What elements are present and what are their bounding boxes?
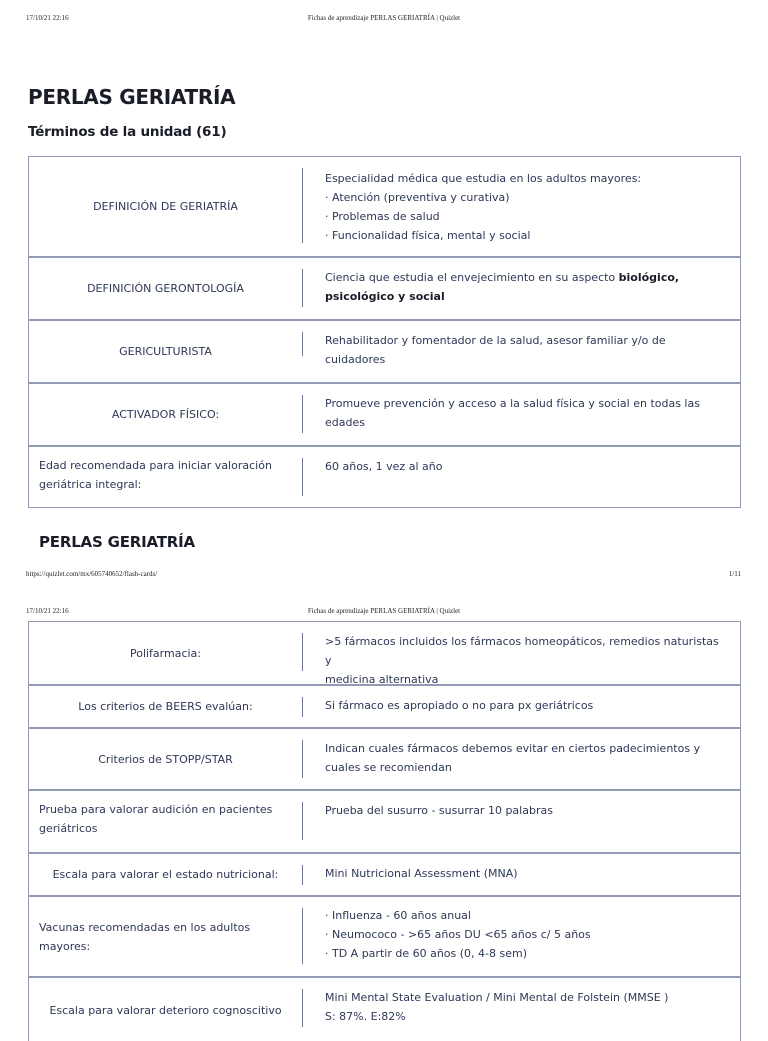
flashcard-row[interactable]: [29, 321, 740, 384]
set-title-bottom: PERLAS GERIATRÍA: [39, 533, 195, 551]
definition-line: Promueve prevención y acceso a la salud física y social en todas las: [325, 397, 700, 410]
definition-line: · Neumococo - >65 años DU <65 años c/ 5 años: [325, 928, 591, 941]
divider: [302, 458, 303, 496]
definition-line: cuidadores: [325, 353, 386, 366]
print-page-title: Fichas de aprendizaje PERLAS GERIATRÍA | Quizlet: [307, 607, 461, 615]
definition-line: · Funcionalidad física, mental y social: [325, 229, 531, 242]
card-definition: [325, 696, 728, 715]
card-definition: [325, 906, 728, 963]
divider: [302, 269, 303, 307]
set-title: PERLAS GERIATRÍA: [28, 85, 236, 109]
term-line: mayores:: [39, 939, 91, 953]
print-url: https://quizlet.com/mx/605740652/flash-cards/: [26, 570, 158, 578]
term-line: Prueba para valorar audición en pacientes: [39, 803, 273, 816]
definition-line: Prueba del susurro - susurrar 10 palabras: [325, 804, 553, 817]
definition-line: medicina alternativa: [325, 673, 439, 686]
definition-line: edades: [325, 416, 365, 429]
definition-line: · Problemas de salud: [325, 210, 440, 223]
divider: [302, 697, 303, 717]
print-datetime: 17/10/21 22:16: [26, 14, 69, 22]
definition-line: S: 87%. E:82%: [325, 1010, 406, 1023]
flashcard-row[interactable]: [29, 384, 740, 447]
flashcard-row[interactable]: [29, 978, 740, 1038]
flashcard-row[interactable]: [29, 686, 740, 729]
divider: [302, 740, 303, 778]
definition-line: Rehabilitador y fomentador de la salud, asesor familiar y/o de: [325, 334, 666, 347]
definition-line: cuales se recomiendan: [325, 761, 452, 774]
card-term: DEFINICIÓN GERONTOLOGÍA: [87, 282, 244, 295]
flashcard-row[interactable]: [29, 897, 740, 978]
card-term: [29, 447, 302, 509]
card-term: DEFINICIÓN DE GERIATRÍA: [93, 200, 238, 213]
term-line: geriátrica integral:: [39, 478, 142, 491]
card-term: GERICULTURISTA: [119, 345, 212, 358]
card-definition: [325, 331, 728, 369]
divider: [302, 633, 303, 671]
card-definition: [325, 864, 728, 883]
card-term: [29, 791, 302, 852]
definition-line: Mini Mental State Evaluation / Mini Mental de Folstein (MMSE ): [325, 991, 669, 1004]
card-definition: [325, 988, 728, 1026]
term-line: Edad recomendada para iniciar valoración: [39, 459, 272, 472]
flashcard-row[interactable]: [29, 157, 740, 258]
term-line: geriátricos: [39, 822, 98, 835]
card-term: ACTIVADOR FÍSICO:: [111, 408, 220, 421]
definition-line: Mini Nutricional Assessment (MNA): [325, 867, 518, 880]
flashcard-list-page-1: [28, 156, 741, 508]
flashcard-row[interactable]: [29, 854, 740, 897]
definition-line: · Atención (preventiva y curativa): [325, 191, 510, 204]
definition-line: · TD A partir de 60 años (0, 4-8 sem): [325, 947, 527, 960]
term-line: Vacunas recomendadas en los adultos: [39, 920, 251, 934]
card-term: Escala para valorar deterioro cognoscitivo: [49, 1004, 282, 1017]
divider: [302, 332, 303, 356]
card-definition: [325, 169, 728, 245]
card-term: Los criterios de BEERS evalúan:: [78, 700, 253, 713]
card-term: Polifarmacia:: [129, 646, 202, 660]
definition-line: Si fármaco es apropiado o no para px geriátricos: [325, 699, 594, 712]
flashcard-row[interactable]: [29, 729, 740, 791]
definition-line: >5 fármacos incluidos los fármacos homeopáticos, remedios naturistas y: [325, 635, 719, 667]
flashcard-list-page-2: [28, 621, 741, 1041]
flashcard-row[interactable]: [29, 622, 740, 686]
divider: [302, 865, 303, 885]
divider: [302, 395, 303, 433]
card-term: [29, 897, 302, 976]
card-term: Escala para valorar el estado nutricional:: [52, 868, 279, 881]
definition-line: Especialidad médica que estudia en los adultos mayores:: [325, 172, 642, 185]
card-definition: [325, 268, 728, 306]
divider: [302, 802, 303, 840]
flashcard-row[interactable]: [29, 791, 740, 854]
terms-count-heading: Términos de la unidad (61): [28, 124, 227, 140]
definition-bold-text: biológico,: [618, 271, 680, 284]
card-term: Criterios de STOPP/STAR: [98, 752, 233, 766]
flashcard-row[interactable]: [29, 447, 740, 509]
print-page-title: Fichas de aprendizaje PERLAS GERIATRÍA | Quizlet: [307, 14, 461, 22]
card-definition: [325, 394, 728, 432]
divider: [302, 989, 303, 1027]
card-definition: [325, 632, 728, 689]
card-definition: [325, 801, 728, 820]
divider: [302, 168, 303, 243]
definition-line: 60 años, 1 vez al año: [325, 460, 443, 473]
flashcard-row[interactable]: [29, 258, 740, 321]
definition-line: Indican cuales fármacos debemos evitar en ciertos padecimientos y: [325, 742, 701, 755]
definition-bold-text: psicológico y social: [325, 290, 445, 303]
definition-text: Ciencia que estudia el envejecimiento en su aspecto: [325, 271, 619, 284]
divider: [302, 908, 303, 964]
definition-line: · Influenza - 60 años anual: [325, 909, 471, 922]
card-definition: [325, 457, 728, 476]
card-definition: [325, 739, 728, 777]
print-page-number: 1/11: [728, 570, 741, 578]
print-datetime: 17/10/21 22:16: [26, 607, 69, 615]
